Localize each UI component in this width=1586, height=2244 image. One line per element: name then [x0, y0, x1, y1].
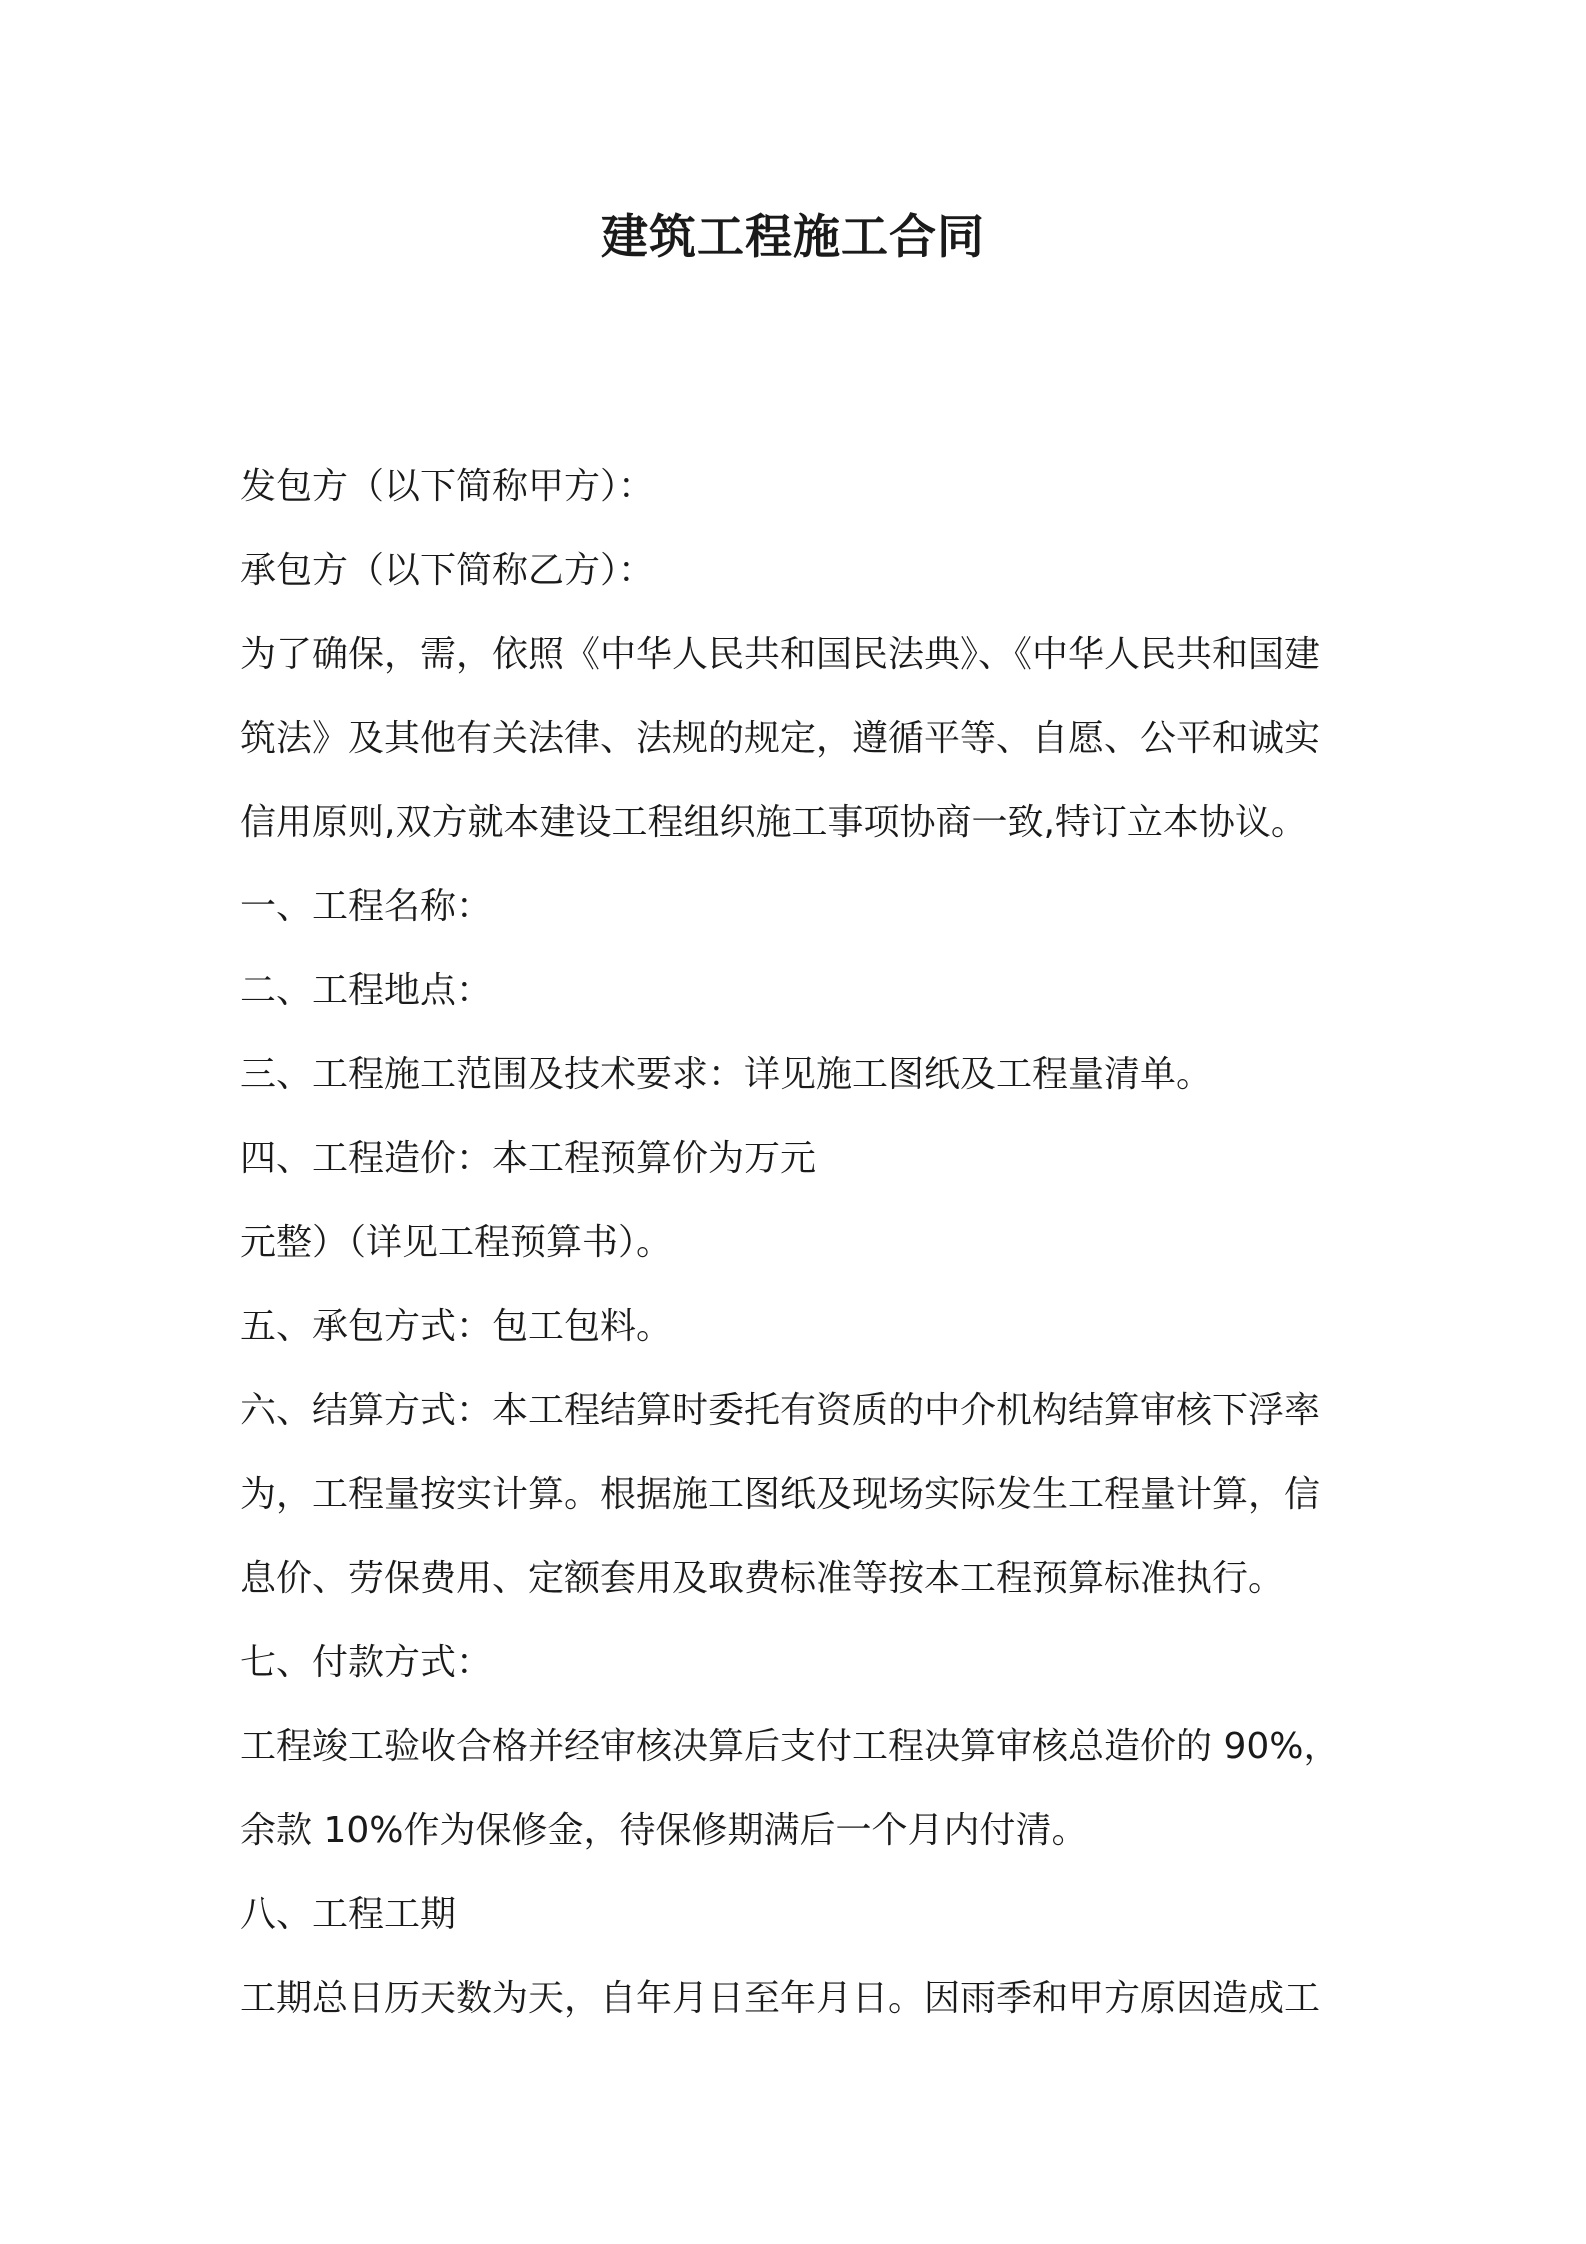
clause-settlement-line-1: 六、结算方式：本工程结算时委托有资质的中介机构结算审核下浮率 [240, 1390, 1321, 1431]
clause-scope: 三、工程施工范围及技术要求：详见施工图纸及工程量清单。 [240, 1054, 1213, 1095]
clause-cost-line-1: 四、工程造价：本工程预算价为万元 [240, 1138, 817, 1179]
party-b-line: 承包方（以下简称乙方）： [240, 550, 655, 591]
clause-contract-mode: 五、承包方式：包工包料。 [240, 1306, 673, 1347]
clause-payment-line-2: 余款 10%作为保修金，待保修期满后一个月内付清。 [240, 1810, 1088, 1851]
preamble-line-2: 筑法》及其他有关法律、法规的规定，遵循平等、自愿、公平和诚实 [240, 718, 1321, 759]
document-body [240, 445, 1360, 2041]
document-title: 建筑工程施工合同 [601, 210, 985, 265]
preamble-line-1: 为了确保，需，依照《中华人民共和国民法典》、《中华人民共和国建 [240, 634, 1321, 675]
clause-settlement-line-3: 息价、劳保费用、定额套用及取费标准等按本工程预算标准执行。 [240, 1558, 1285, 1599]
clause-schedule-heading: 八、工程工期 [240, 1894, 457, 1935]
clause-project-location: 二、工程地点： [240, 970, 493, 1011]
clause-schedule-line-1: 工期总日历天数为天，自年月日至年月日。因雨季和甲方原因造成工 [240, 1978, 1321, 2019]
preamble-line-3: 信用原则,双方就本建设工程组织施工事项协商一致,特订立本协议。 [240, 802, 1307, 843]
clause-payment-heading: 七、付款方式： [240, 1642, 493, 1683]
clause-project-name: 一、工程名称： [240, 886, 493, 927]
party-a-line: 发包方（以下简称甲方）： [240, 466, 655, 507]
clause-payment-line-1: 工程竣工验收合格并经审核决算后支付工程决算审核总造价的 90%， [240, 1726, 1340, 1767]
clause-settlement-line-2: 为，工程量按实计算。根据施工图纸及现场实际发生工程量计算，信 [240, 1474, 1321, 1515]
clause-cost-line-2: 元整）（详见工程预算书）。 [240, 1222, 673, 1263]
